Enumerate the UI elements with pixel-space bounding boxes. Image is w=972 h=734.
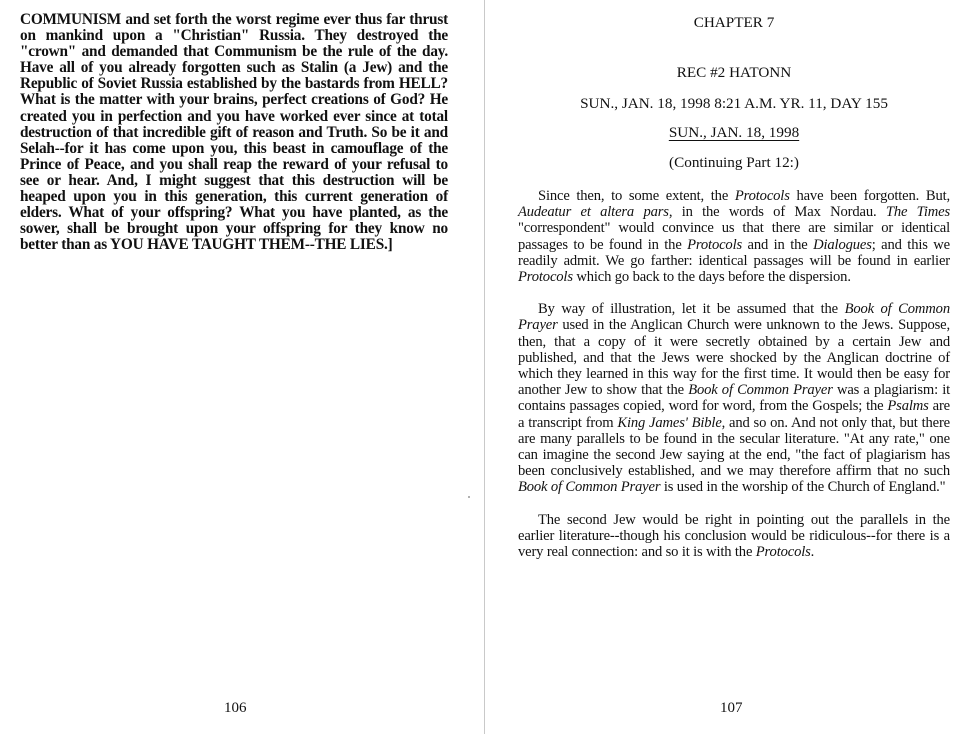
scan-speck	[468, 496, 470, 498]
right-page-column	[518, 14, 950, 560]
paragraph-3: The second Jew would be right in pointing out the parallels in the earlier literature--though his conclusion would be ridiculous--for there is a very real connection: and so it is with the Protocols.	[518, 511, 950, 561]
left-page	[0, 0, 484, 734]
date-line: SUN., JAN. 18, 1998 8:21 A.M. YR. 11, DAY 155	[580, 95, 888, 112]
left-page-body: COMMUNISM and set forth the worst regime ever thus far thrust on mankind upon a "Christian" Russia. They destroyed the "crown" and demanded that Communism be the rule of the day. Have all of you already forgotten such as Stalin (a Jew) and the Republic of Soviet Russia established by the bastards from HELL? What is the matter with your brains, perfect creations of God? He created you in perfection and you have worked ever since at total destruction of that incredible gift of reason and Truth. So be it and Selah--for it has come upon you, this beast in camouflage of the Prince of Peace, and you shall reap the reward of your refusal to see or hear. And, I might suggest that this destruction will be heaped upon you in this generation, this current generation of elders. What of your offspring? What you have planted, as the sower, shall be brought upon your offspring for they know no better than as YOU HAVE TAUGHT THEM--THE LIES.]	[20, 11, 448, 254]
paragraph-1: Since then, to some extent, the Protocols have been forgotten. But, Audeatur et altera pars, in the words of Max Nordau. The Times "correspondent" would convince us that there are similar or identical passages to be found in the Protocols and in the Dialogues; and this we readily admit. We go farther: identical passages will be found in earlier Protocols which go back to the days before the dispersion.	[518, 188, 950, 286]
paragraph-2: By way of illustration, let it be assumed that the Book of Common Prayer used in the Anglican Church were unknown to the Jews. Suppose, then, that a copy of it were secretly obtained by a certain Jew and published, and that the Jews were shocked by the Anglican doctrine of which they learned in this way for the first time. It would then be easy for another Jew to show that the Book of Common Prayer was a plagiarism: it contains passages copied, word for word, from the Gospels; the Psalms are a transcript from King James' Bible, and so on. And not only that, but there are many parallels to be found in the secular literature. "At any rate," one can imagine the second Jew saying at the end, "the fact of plagiarism has been conclusively established, and we may therefore affirm that no such Book of Common Prayer is used in the worship of the Church of England."	[518, 301, 950, 496]
date-underlined: SUN., JAN. 18, 1998	[668, 124, 800, 141]
page-number-right: 107	[720, 700, 743, 716]
continuing-note: (Continuing Part 12:)	[669, 154, 799, 171]
book-gutter	[484, 0, 485, 734]
rec-heading: REC #2 HATONN	[676, 64, 792, 81]
chapter-heading: CHAPTER 7	[693, 14, 775, 31]
right-page	[486, 0, 972, 734]
page-number-left: 106	[224, 700, 247, 716]
